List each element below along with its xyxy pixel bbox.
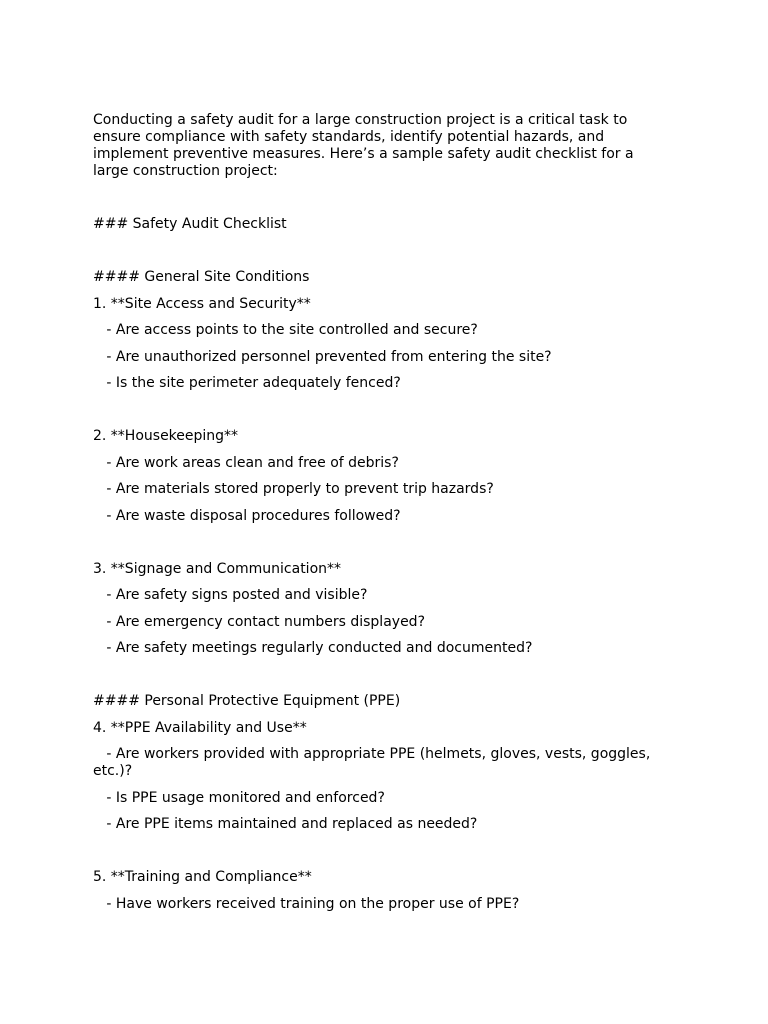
- item-heading-training: 5. **Training and Compliance**: [93, 869, 312, 885]
- checklist-question: - Are safety signs posted and visible?: [93, 587, 368, 603]
- item-heading-housekeeping: 2. **Housekeeping**: [93, 428, 239, 444]
- section-heading-general: #### General Site Conditions: [93, 269, 310, 285]
- checklist-question: - Is the site perimeter adequately fenced?: [93, 375, 401, 391]
- checklist-question: - Are unauthorized personnel prevented from entering the site?: [93, 348, 552, 365]
- checklist-question: - Is PPE usage monitored and enforced?: [93, 789, 385, 806]
- checklist-question: - Are emergency contact numbers displayed?: [93, 613, 425, 630]
- checklist-title: ### Safety Audit Checklist: [93, 216, 287, 232]
- section-heading-ppe: #### Personal Protective Equipment (PPE): [93, 693, 401, 709]
- item-heading-signage: 3. **Signage and Communication**: [93, 560, 342, 577]
- document-body: [93, 112, 668, 913]
- checklist-question: - Are waste disposal procedures followed?: [93, 507, 401, 524]
- checklist-question: - Are access points to the site controlled and secure?: [93, 322, 478, 338]
- checklist-question: - Are work areas clean and free of debris?: [93, 454, 399, 471]
- checklist-question: - Have workers received training on the proper use of PPE?: [93, 895, 520, 912]
- intro-paragraph: Conducting a safety audit for a large construction project is a critical task to ensure compliance with safety standards, identify potential hazards, and implement preventive measures. Here’s a sample safety audit checklist for a large construction project:: [93, 112, 638, 179]
- checklist-question: - Are PPE items maintained and replaced as needed?: [93, 816, 478, 832]
- item-heading-ppe-availability: 4. **PPE Availability and Use**: [93, 719, 307, 736]
- checklist-question: - Are workers provided with appropriate PPE (helmets, gloves, vests, goggles, etc.)?: [93, 746, 655, 779]
- item-heading-site-access: 1. **Site Access and Security**: [93, 295, 311, 312]
- checklist-question: - Are materials stored properly to prevent trip hazards?: [93, 481, 494, 497]
- checklist-question: - Are safety meetings regularly conducted and documented?: [93, 640, 533, 656]
